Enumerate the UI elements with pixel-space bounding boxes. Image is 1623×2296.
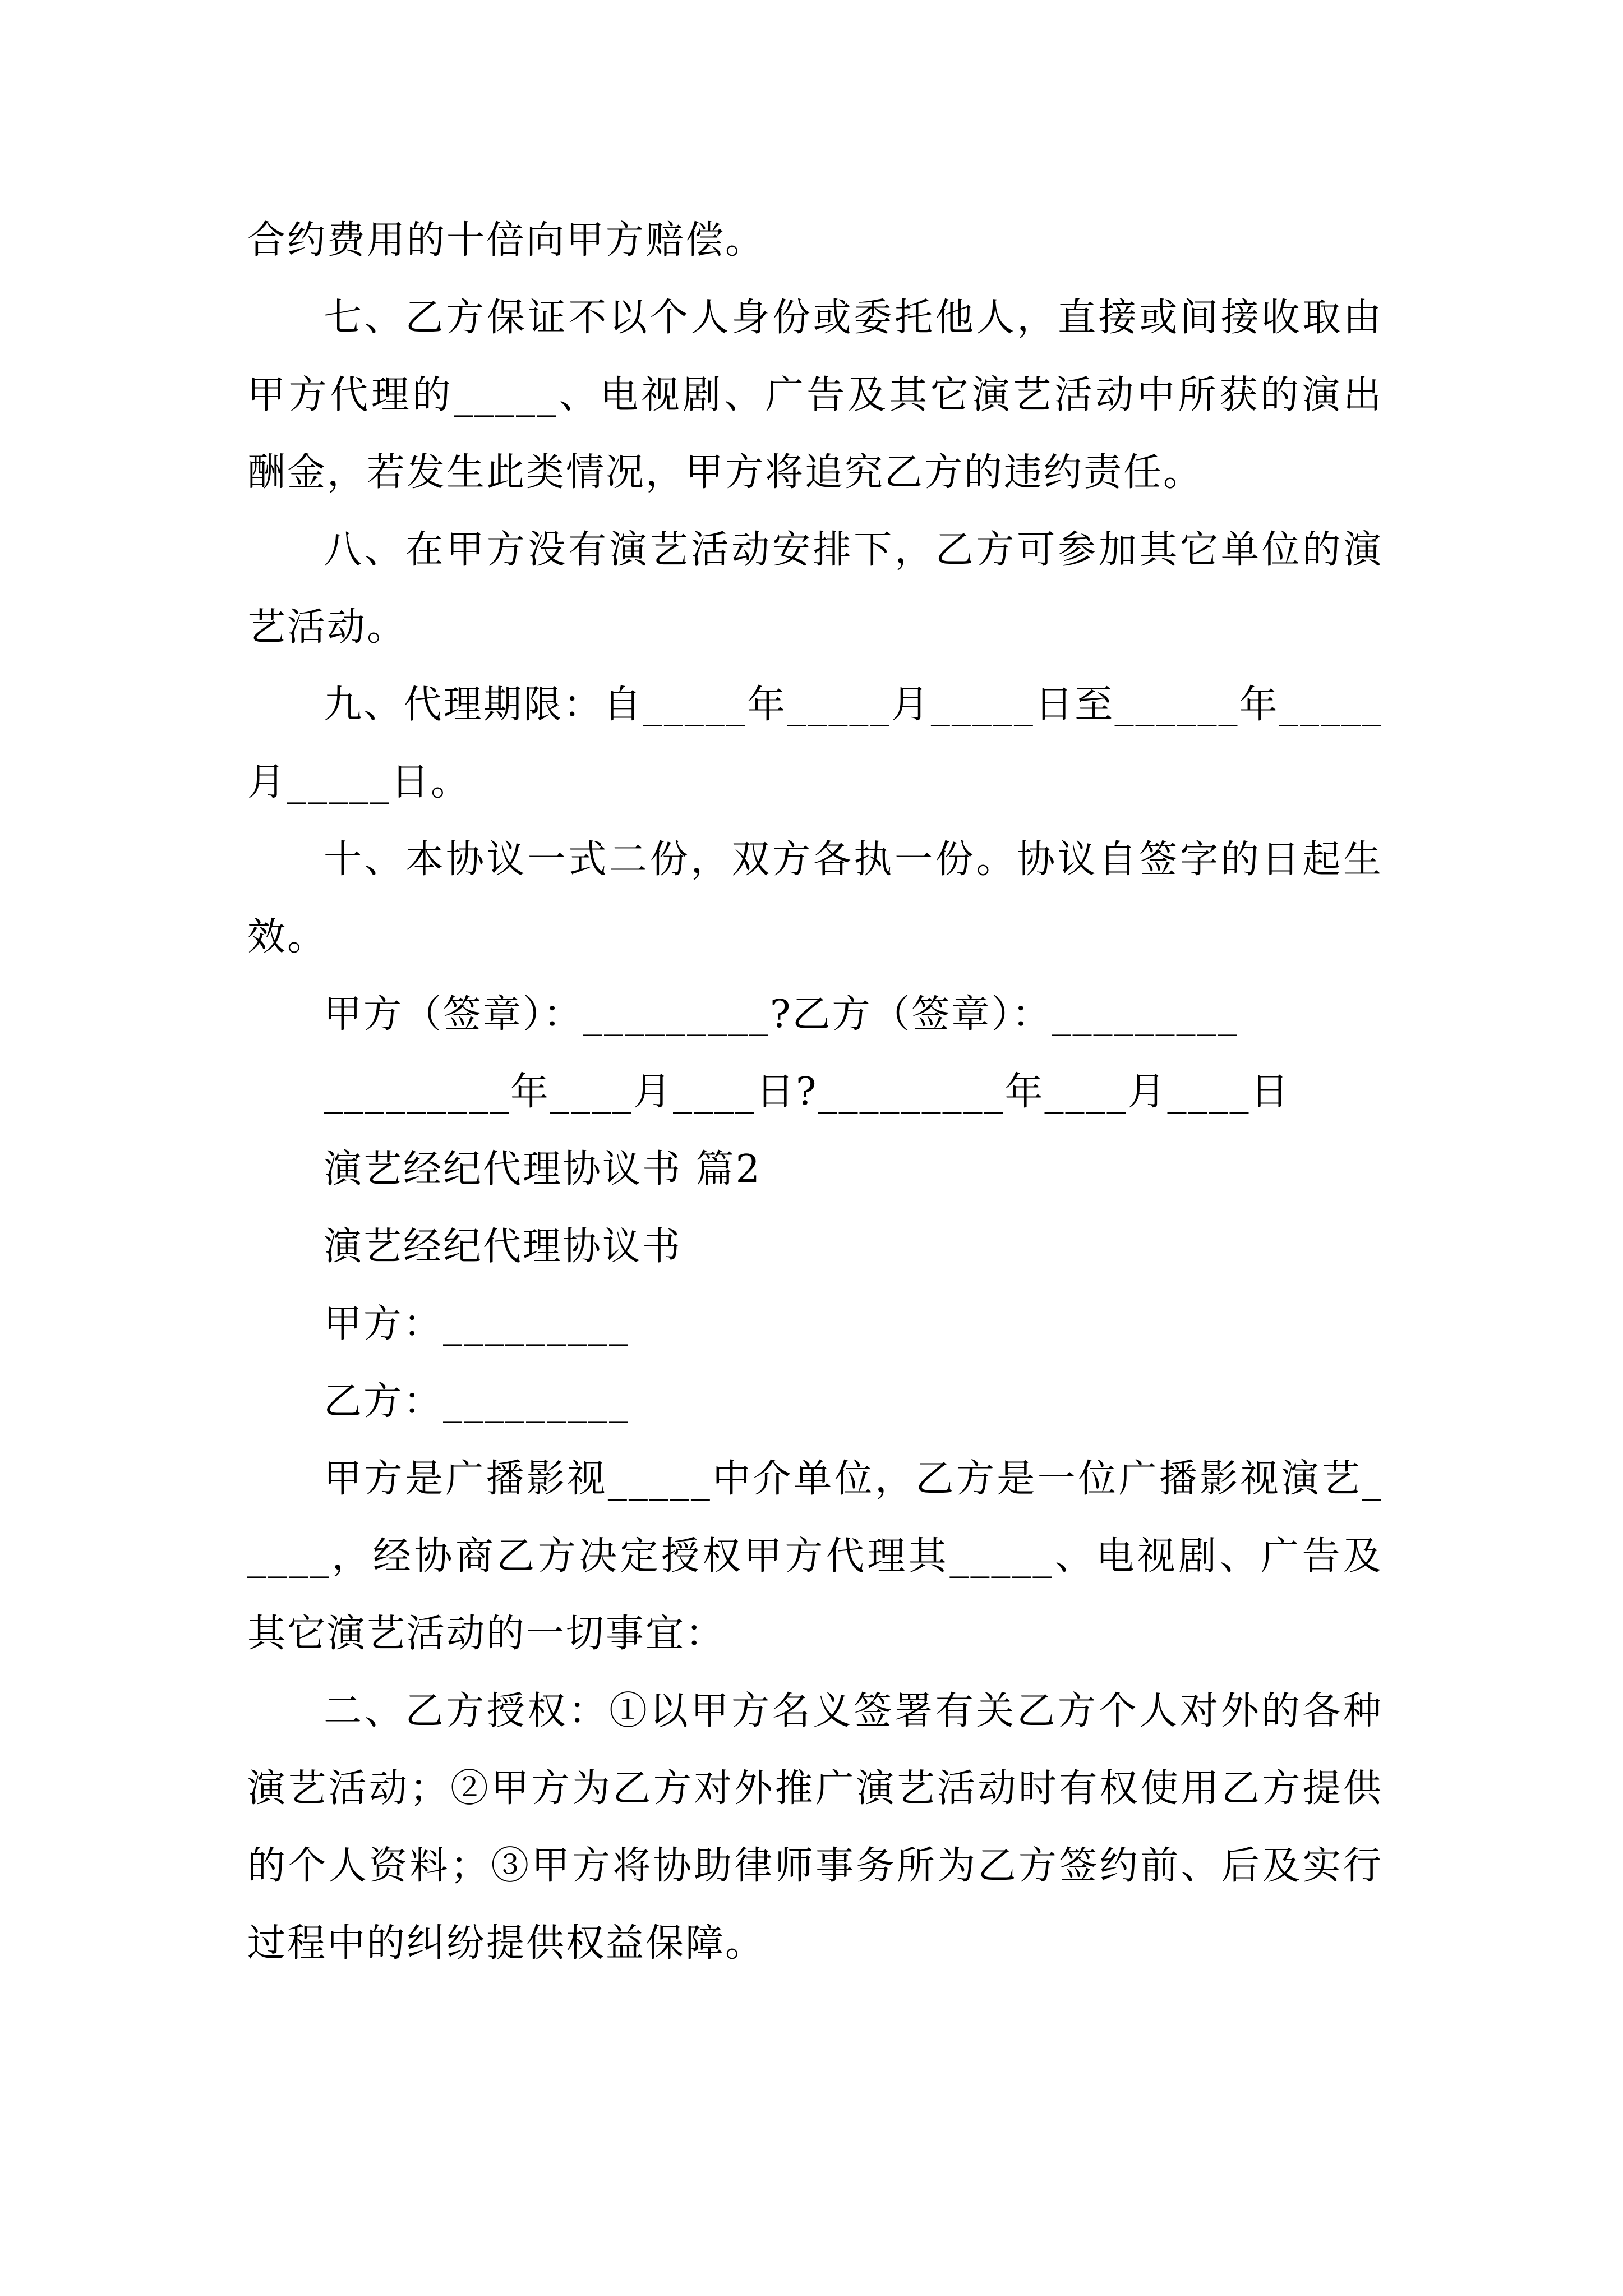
signature-date-line: _________年____月____日?_________年____月____日	[324, 1070, 1290, 1114]
paragraph-clause-10: 十、本协议一式二份，双方各执一份。协议自签字的日起生效。	[247, 838, 1383, 959]
section-heading-part-2: 演艺经纪代理协议书 篇2	[324, 1147, 762, 1191]
paragraph-preamble: 甲方是广播影视_____中介单位，乙方是一位广播影视演艺_____，经协商乙方决定授权甲方代理其_____、电视剧、广告及其它演艺活动的一切事宜：	[247, 1457, 1383, 1656]
party-b-line: 乙方：_________	[324, 1379, 630, 1424]
signature-line: 甲方（签章）：_________?乙方（签章）：_________	[324, 992, 1239, 1037]
party-a-line: 甲方：_________	[324, 1302, 630, 1346]
paragraph-clause-7: 七、乙方保证不以个人身份或委托他人，直接或间接收取由甲方代理的_____、电视剧、广告及其它演艺活动中所获的演出酬金，若发生此类情况，甲方将追究乙方的违约责任。	[247, 296, 1383, 495]
paragraph-clause-8: 八、在甲方没有演艺活动安排下，乙方可参加其它单位的演艺活动。	[247, 528, 1383, 650]
paragraph-clause-2-authorization: 二、乙方授权：①以甲方名义签署有关乙方个人对外的各种演艺活动；②甲方为乙方对外推广演艺活动时有权使用乙方提供的个人资料；③甲方将协助律师事务所为乙方签约前、后及实行过程中的纠纷提供权益保障。	[247, 1689, 1383, 1966]
paragraph-compensation-end: 合约费用的十倍向甲方赔偿。	[247, 218, 766, 263]
document-title: 演艺经纪代理协议书	[324, 1225, 683, 1269]
document-page	[247, 202, 1383, 1982]
paragraph-clause-9-term: 九、代理期限：自_____年_____月_____日至______年_____月_____日。	[247, 683, 1383, 804]
